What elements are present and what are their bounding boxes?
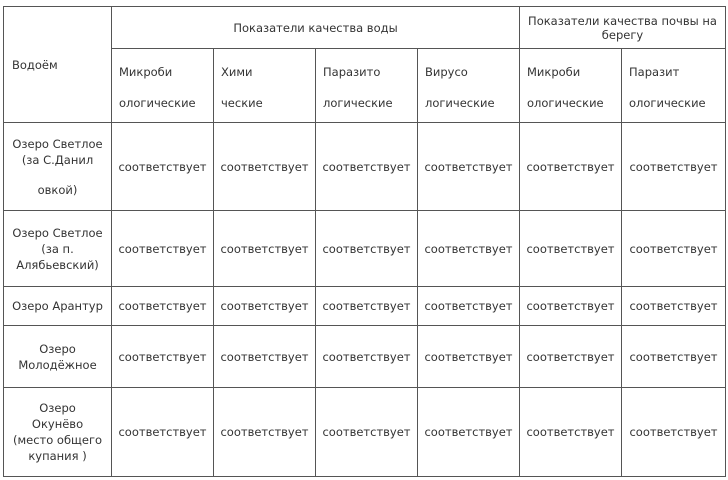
subheader-micro-soil: Микроби ологические	[520, 49, 622, 123]
cell-value: соответствует	[622, 211, 726, 287]
subheader-parasite-water: Паразито логические	[316, 49, 418, 123]
cell-value: соответствует	[214, 388, 316, 477]
cell-value: соответствует	[316, 211, 418, 287]
subheader-chem-water: Хими ческие	[214, 49, 316, 123]
cell-value: соответствует	[520, 211, 622, 287]
cell-value: соответствует	[316, 123, 418, 211]
table-row	[4, 326, 726, 388]
cell-value: соответствует	[622, 326, 726, 388]
cell-value: соответствует	[112, 388, 214, 477]
header-reservoir: Водоём	[4, 7, 112, 123]
cell-value: соответствует	[112, 326, 214, 388]
cell-value: соответствует	[214, 123, 316, 211]
header-water-quality: Показатели качества воды	[112, 7, 520, 49]
cell-value: соответствует	[622, 123, 726, 211]
table-row	[4, 388, 726, 477]
cell-value: соответствует	[316, 388, 418, 477]
cell-value: соответствует	[214, 287, 316, 326]
cell-value: соответствует	[418, 211, 520, 287]
cell-value: соответствует	[316, 326, 418, 388]
cell-value: соответствует	[214, 211, 316, 287]
subheader-micro-water: Микроби ологические	[112, 49, 214, 123]
table-row	[4, 211, 726, 287]
cell-value: соответствует	[418, 123, 520, 211]
row-name: Озеро Окунёво (место общего купания )	[4, 388, 112, 477]
cell-value: соответствует	[520, 326, 622, 388]
cell-value: соответствует	[112, 287, 214, 326]
cell-value: соответствует	[622, 388, 726, 477]
cell-value: соответствует	[520, 287, 622, 326]
subheader-parasite-soil: Паразит ологические	[622, 49, 726, 123]
water-quality-table	[3, 6, 726, 477]
row-name: Озеро Светлое (за п. Алябьевский)	[4, 211, 112, 287]
table-row	[4, 287, 726, 326]
cell-value: соответствует	[418, 388, 520, 477]
row-name: Озеро Арантур	[4, 287, 112, 326]
cell-value: соответствует	[520, 388, 622, 477]
subheader-virus-water: Вирусо логические	[418, 49, 520, 123]
cell-value: соответствует	[520, 123, 622, 211]
cell-value: соответствует	[418, 326, 520, 388]
row-name: Озеро Светлое (за С.Данил овкой)	[4, 123, 112, 211]
cell-value: соответствует	[418, 287, 520, 326]
cell-value: соответствует	[316, 287, 418, 326]
cell-value: соответствует	[622, 287, 726, 326]
cell-value: соответствует	[112, 123, 214, 211]
row-name: Озеро Молодёжное	[4, 326, 112, 388]
table-row	[4, 123, 726, 211]
cell-value: соответствует	[112, 211, 214, 287]
header-soil-quality: Показатели качества почвы на берегу	[520, 7, 726, 49]
cell-value: соответствует	[214, 326, 316, 388]
